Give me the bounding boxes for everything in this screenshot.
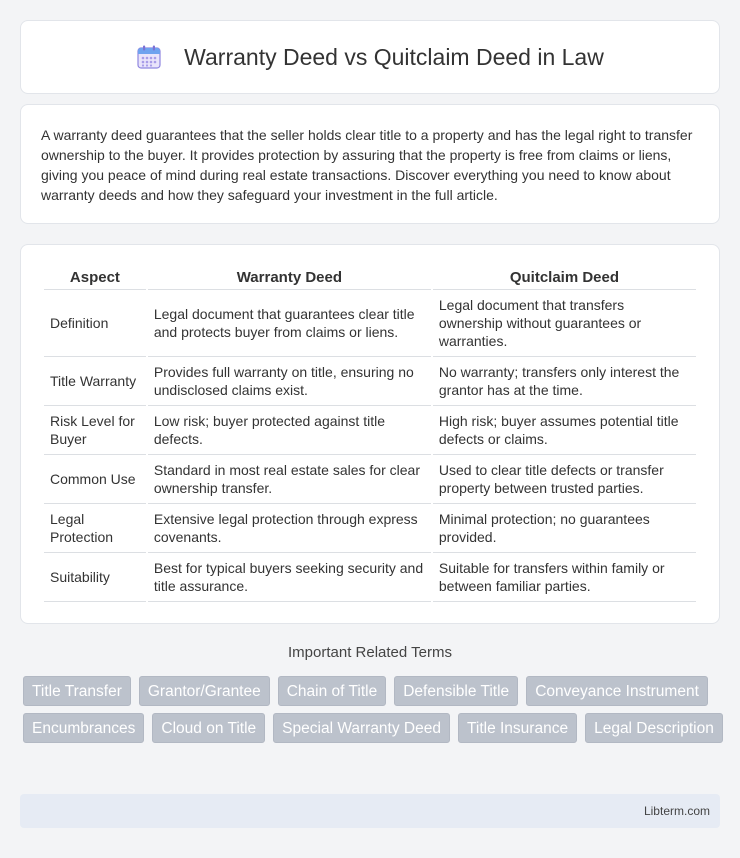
cell-aspect: Risk Level for Buyer bbox=[44, 406, 146, 455]
cell-aspect: Suitability bbox=[44, 553, 146, 602]
cell-aspect: Legal Protection bbox=[44, 504, 146, 553]
tag-encumbrances[interactable]: Encumbrances bbox=[23, 713, 144, 743]
table-row bbox=[44, 455, 696, 504]
table-row bbox=[44, 357, 696, 406]
cell-warranty: Standard in most real estate sales for clear ownership transfer. bbox=[148, 455, 431, 504]
cell-quitclaim: Minimal protection; no guarantees provided. bbox=[433, 504, 696, 553]
tag-conveyance-instrument[interactable]: Conveyance Instrument bbox=[526, 676, 708, 706]
cell-warranty: Low risk; buyer protected against title defects. bbox=[148, 406, 431, 455]
cell-quitclaim: Suitable for transfers within family or between familiar parties. bbox=[433, 553, 696, 602]
comparison-card bbox=[20, 244, 720, 624]
related-terms-list bbox=[23, 676, 723, 743]
footer bbox=[20, 794, 720, 828]
cell-warranty: Best for typical buyers seeking security and title assurance. bbox=[148, 553, 431, 602]
tag-legal-description[interactable]: Legal Description bbox=[585, 713, 723, 743]
cell-aspect: Definition bbox=[44, 290, 146, 357]
cell-warranty: Legal document that guarantees clear title and protects buyer from claims or liens. bbox=[148, 290, 431, 357]
intro-card bbox=[20, 104, 720, 224]
tag-cloud-on-title[interactable]: Cloud on Title bbox=[152, 713, 265, 743]
header-card bbox=[20, 20, 720, 94]
cell-quitclaim: No warranty; transfers only interest the grantor has at the time. bbox=[433, 357, 696, 406]
cell-quitclaim: High risk; buyer assumes potential title defects or claims. bbox=[433, 406, 696, 455]
tag-title-insurance[interactable]: Title Insurance bbox=[458, 713, 577, 743]
table-header-row bbox=[44, 266, 696, 290]
calendar-icon bbox=[136, 44, 162, 70]
cell-quitclaim: Legal document that transfers ownership without guarantees or warranties. bbox=[433, 290, 696, 357]
tag-title-transfer[interactable]: Title Transfer bbox=[23, 676, 131, 706]
cell-aspect: Common Use bbox=[44, 455, 146, 504]
header-warranty-deed: Warranty Deed bbox=[148, 266, 431, 290]
tag-special-warranty-deed[interactable]: Special Warranty Deed bbox=[273, 713, 450, 743]
header-quitclaim-deed: Quitclaim Deed bbox=[433, 266, 696, 290]
table-row bbox=[44, 553, 696, 602]
footer-site-link[interactable]: Libterm.com bbox=[643, 804, 710, 818]
header-aspect: Aspect bbox=[44, 266, 146, 290]
table-row bbox=[44, 290, 696, 357]
title-wrap bbox=[136, 44, 604, 71]
comparison-table bbox=[42, 266, 698, 602]
related-terms-heading: Important Related Terms bbox=[288, 644, 452, 661]
table-row bbox=[44, 504, 696, 553]
tag-chain-of-title[interactable]: Chain of Title bbox=[278, 676, 386, 706]
intro-text: A warranty deed guarantees that the seller holds clear title to a property and has the legal right to transfer ownership to the buyer. It provides protection by assuring that the property is free from claims or liens, giving you peace of mind during real estate transactions. Discover everything you need to know about warranty deeds and how they safeguard your investment in the full article. bbox=[41, 127, 693, 203]
table-row bbox=[44, 406, 696, 455]
page-title: Warranty Deed vs Quitclaim Deed in Law bbox=[184, 43, 604, 70]
tag-grantor-grantee[interactable]: Grantor/Grantee bbox=[139, 676, 270, 706]
cell-aspect: Title Warranty bbox=[44, 357, 146, 406]
cell-warranty: Provides full warranty on title, ensuring no undisclosed claims exist. bbox=[148, 357, 431, 406]
cell-quitclaim: Used to clear title defects or transfer property between trusted parties. bbox=[433, 455, 696, 504]
tag-defensible-title[interactable]: Defensible Title bbox=[394, 676, 518, 706]
cell-warranty: Extensive legal protection through express covenants. bbox=[148, 504, 431, 553]
